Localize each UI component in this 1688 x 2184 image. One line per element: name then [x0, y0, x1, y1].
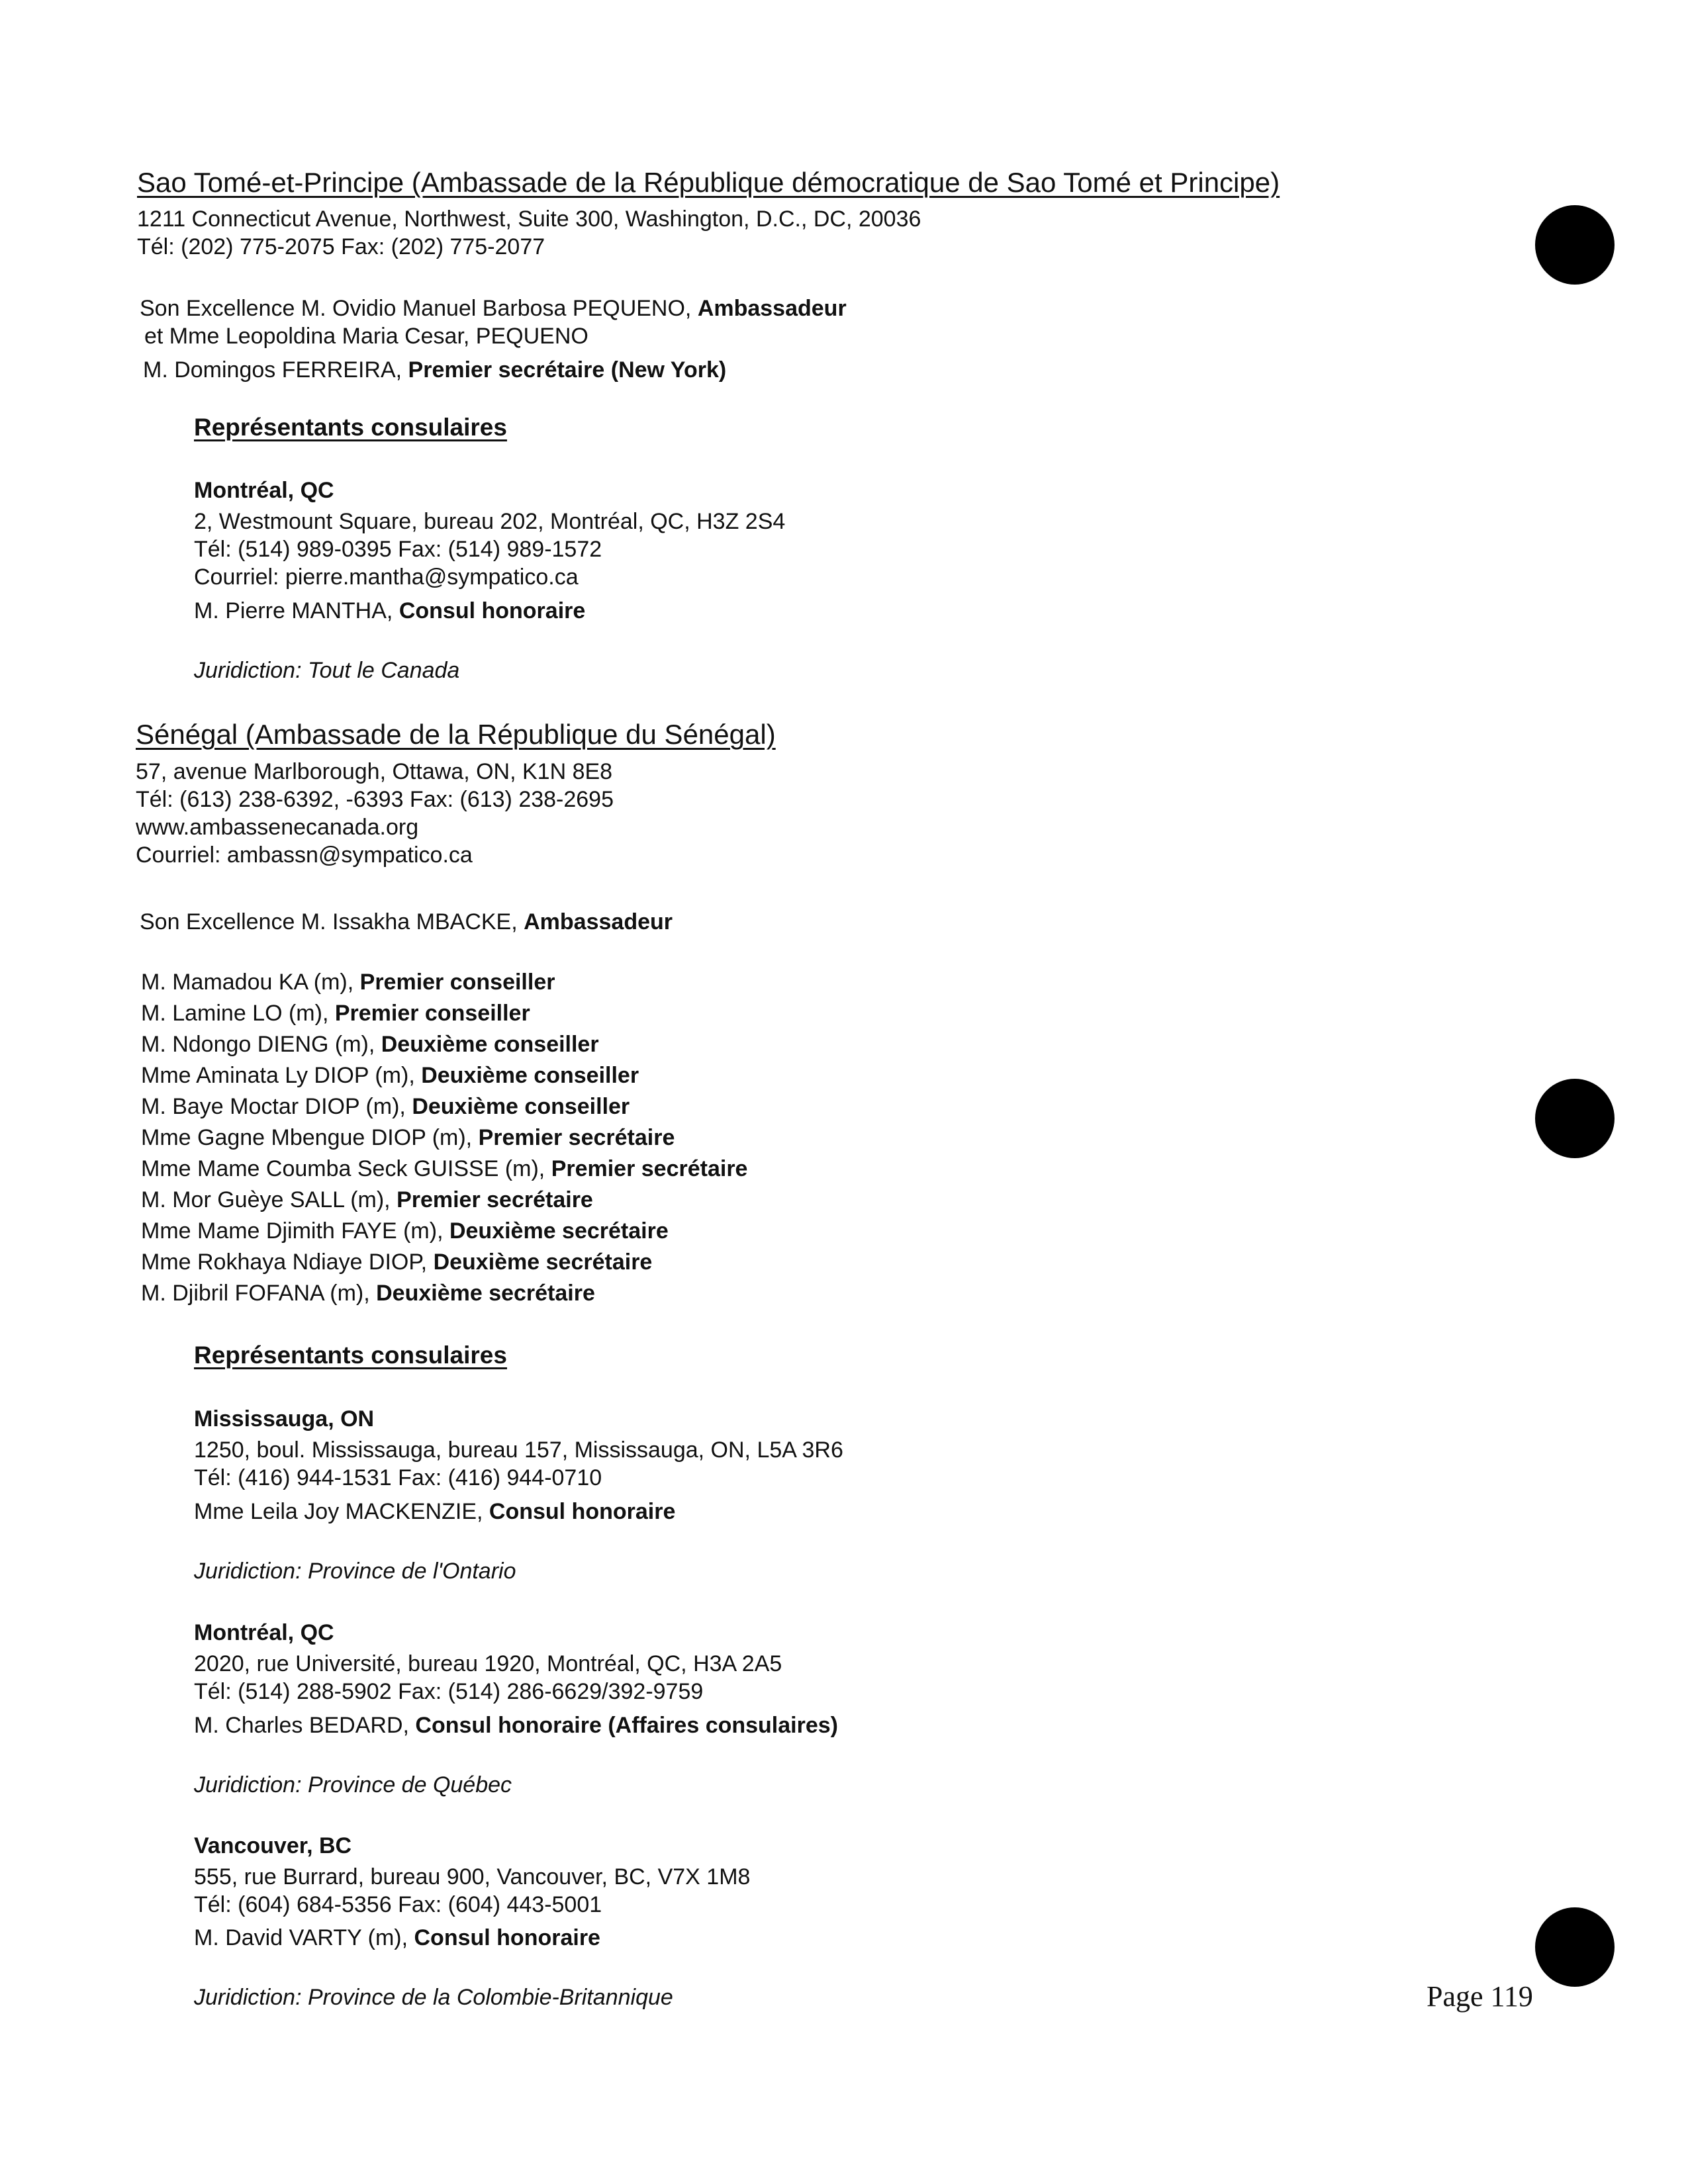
staff-title: Ambassadeur [697, 296, 847, 321]
consulate-jurisdiction: Juridiction: Tout le Canada [194, 658, 460, 683]
staff-name: M. Domingos FERREIRA, [143, 357, 408, 383]
staff-name: Mme Mame Djimith FAYE (m), [141, 1218, 449, 1244]
sao-tome-consular-heading: Représentants consulaires [194, 414, 507, 441]
consulate-city: Vancouver, BC [194, 1833, 352, 1858]
staff-name: M. Mor Guèye SALL (m), [141, 1187, 397, 1212]
staff-title: Deuxième conseiller [421, 1063, 639, 1088]
staff-name: M. Djibril FOFANA (m), [141, 1281, 377, 1306]
consulate-address: 2, Westmount Square, bureau 202, Montréal, QC, H3Z 2S4 [194, 509, 786, 534]
senegal-phone: Tél: (613) 238-6392, -6393 Fax: (613) 238-2695 [136, 787, 614, 812]
staff-name: Mme Rokhaya Ndiaye DIOP, [141, 1250, 434, 1275]
staff-title: Premier secrétaire [478, 1125, 675, 1150]
sao-tome-staff-line [143, 356, 726, 384]
consulate-city: Montréal, QC [194, 1620, 334, 1645]
consulate-address: 2020, rue Université, bureau 1920, Montréal, QC, H3A 2A5 [194, 1651, 782, 1676]
consulate-phone: Tél: (416) 944-1531 Fax: (416) 944-0710 [194, 1465, 602, 1490]
consulate-phone: Tél: (514) 288-5902 Fax: (514) 286-6629/392-9759 [194, 1679, 704, 1704]
senegal-staff-line [141, 968, 555, 996]
staff-name: Son Excellence M. Ovidio Manuel Barbosa PEQUENO, [140, 296, 698, 321]
staff-title: Premier secrétaire [551, 1156, 748, 1181]
person-name: Mme Leila Joy MACKENZIE, [194, 1499, 489, 1524]
consulate-address: 1250, boul. Mississauga, bureau 157, Mississauga, ON, L5A 3R6 [194, 1437, 843, 1463]
sao-tome-staff-line [144, 322, 588, 350]
staff-title: Deuxième secrétaire [376, 1281, 595, 1306]
person-name: M. David VARTY (m), [194, 1925, 414, 1950]
staff-title: Deuxième secrétaire [449, 1218, 669, 1244]
person-title: Consul honoraire [399, 598, 586, 623]
person-name: M. Pierre MANTHA, [194, 598, 399, 623]
sao-tome-staff-line [140, 295, 847, 322]
senegal-staff-line [141, 999, 530, 1027]
binder-hole-top [1535, 205, 1615, 285]
staff-name: M. Lamine LO (m), [141, 1001, 335, 1026]
senegal-staff-line [141, 1279, 595, 1307]
senegal-heading: Sénégal (Ambassade de la République du Sénégal) [136, 719, 776, 750]
ambassador-title: Ambassadeur [524, 909, 673, 934]
person-name: M. Charles BEDARD, [194, 1713, 416, 1738]
staff-name: Mme Aminata Ly DIOP (m), [141, 1063, 422, 1088]
senegal-website: www.ambassenecanada.org [136, 815, 419, 840]
consulate-city: Mississauga, ON [194, 1406, 375, 1432]
ambassador-name: Son Excellence M. Issakha MBACKE, [140, 909, 524, 934]
consulate-person [194, 1924, 600, 1952]
staff-title: Deuxième conseiller [412, 1094, 630, 1119]
sao-tome-heading: Sao Tomé-et-Principe (Ambassade de la République démocratique de Sao Tomé et Principe) [137, 167, 1280, 198]
consulate-person [194, 597, 585, 625]
staff-title: Premier conseiller [359, 970, 555, 995]
person-title: Consul honoraire (Affaires consulaires) [415, 1713, 838, 1738]
sao-tome-address: 1211 Connecticut Avenue, Northwest, Suite 300, Washington, D.C., DC, 20036 [137, 206, 921, 232]
senegal-staff-line [141, 1155, 747, 1183]
staff-title: Premier conseiller [334, 1001, 530, 1026]
staff-title: Deuxième conseiller [381, 1032, 599, 1057]
staff-name: Mme Mame Coumba Seck GUISSE (m), [141, 1156, 551, 1181]
binder-hole-middle [1535, 1079, 1615, 1158]
staff-title: Premier secrétaire (New York) [408, 357, 727, 383]
senegal-staff-line [141, 1217, 669, 1245]
senegal-address: 57, avenue Marlborough, Ottawa, ON, K1N 8E8 [136, 759, 613, 784]
senegal-staff-line [141, 1093, 630, 1120]
binder-hole-bottom [1535, 1907, 1615, 1987]
staff-name: M. Ndongo DIENG (m), [141, 1032, 381, 1057]
sao-tome-phone: Tél: (202) 775-2075 Fax: (202) 775-2077 [137, 234, 545, 259]
senegal-email: Courriel: ambassn@sympatico.ca [136, 842, 473, 868]
consulate-address: 555, rue Burrard, bureau 900, Vancouver, BC, V7X 1M8 [194, 1864, 751, 1889]
staff-name: Mme Gagne Mbengue DIOP (m), [141, 1125, 479, 1150]
consulate-person [194, 1498, 675, 1525]
senegal-staff-line [141, 1124, 675, 1152]
staff-name: et Mme Leopoldina Maria Cesar, PEQUENO [144, 324, 588, 349]
senegal-staff-line [141, 1186, 593, 1214]
consulate-phone: Tél: (604) 684-5356 Fax: (604) 443-5001 [194, 1892, 602, 1917]
page-number: Page 119 [1427, 1980, 1533, 2013]
senegal-ambassador [140, 908, 673, 936]
staff-title: Premier secrétaire [397, 1187, 593, 1212]
person-title: Consul honoraire [489, 1499, 676, 1524]
person-title: Consul honoraire [414, 1925, 600, 1950]
consulate-email: Courriel: pierre.mantha@sympatico.ca [194, 565, 579, 590]
senegal-consular-heading: Représentants consulaires [194, 1342, 507, 1369]
consulate-jurisdiction: Juridiction: Province de Québec [194, 1772, 512, 1797]
consulate-city: Montréal, QC [194, 478, 334, 503]
consulate-person [194, 1711, 838, 1739]
consulate-jurisdiction: Juridiction: Province de l'Ontario [194, 1559, 516, 1584]
consulate-jurisdiction: Juridiction: Province de la Colombie-Britannique [194, 1985, 673, 2010]
staff-name: M. Baye Moctar DIOP (m), [141, 1094, 412, 1119]
staff-title: Deuxième secrétaire [433, 1250, 653, 1275]
consulate-phone: Tél: (514) 989-0395 Fax: (514) 989-1572 [194, 537, 602, 562]
senegal-staff-line [141, 1062, 639, 1089]
staff-name: M. Mamadou KA (m), [141, 970, 360, 995]
senegal-staff-line [141, 1030, 599, 1058]
senegal-staff-line [141, 1248, 652, 1276]
